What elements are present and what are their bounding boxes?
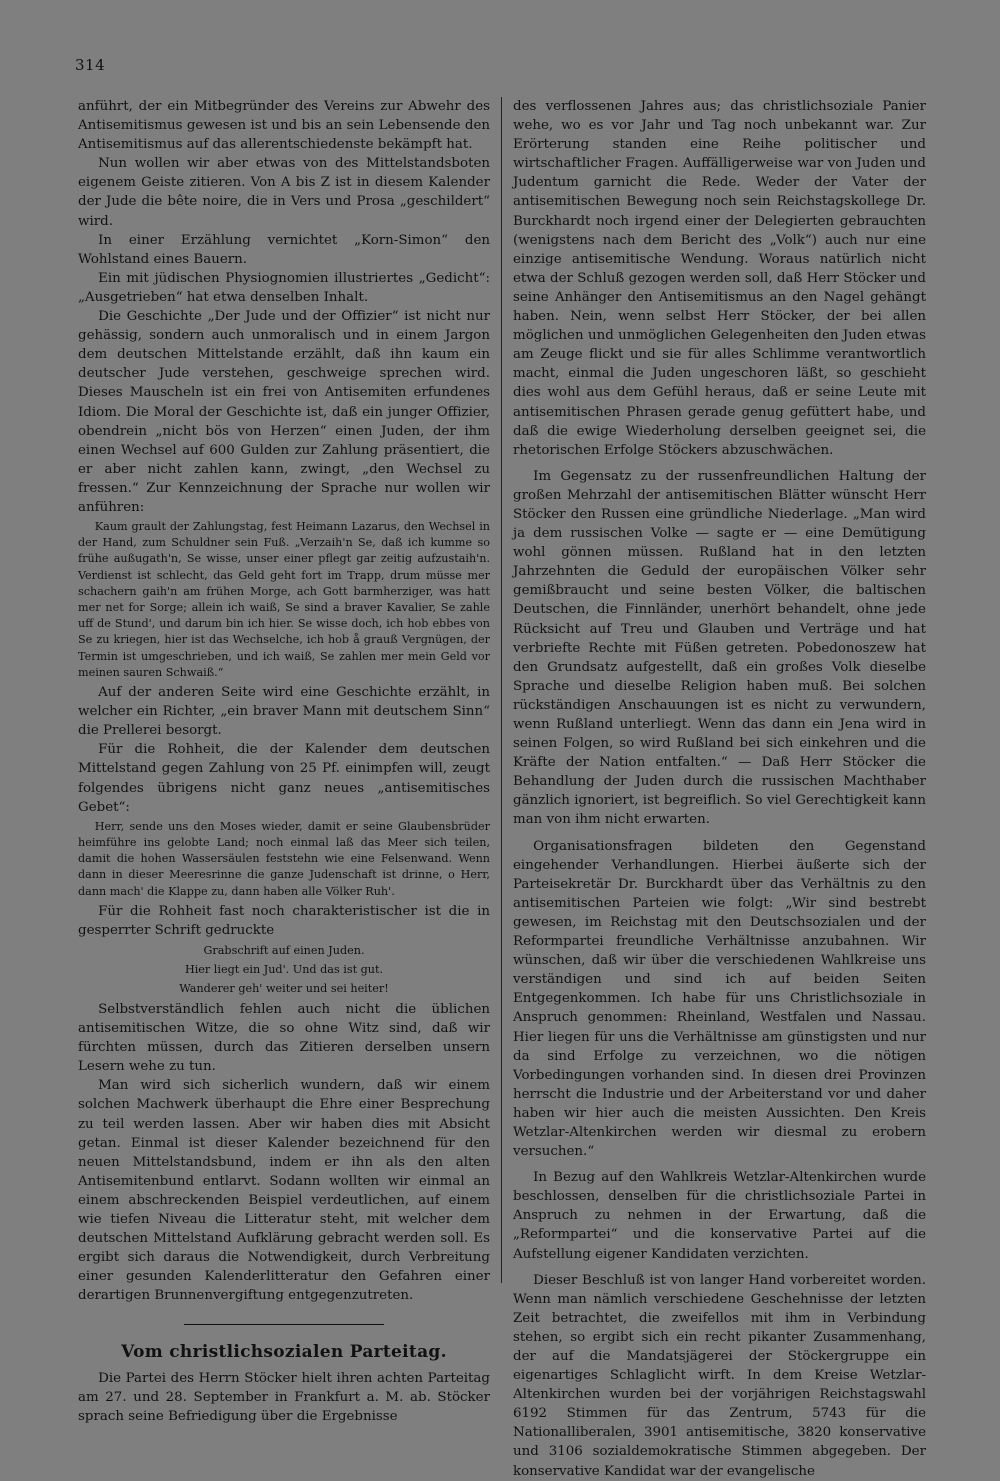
paragraph: Dieser Beschluß ist von langer Hand vorbereitet worden. Wenn man nämlich verschiedene Geschehnisse der letzten Zeit betrachtet, die zweifellos mit ihm in Verbindung stehen, so ergibt sich ein recht pikanter Zusammenhang, der auf die Mandatsjägerei der Stöckergruppe ein eigenartiges Schlaglicht wirft. In dem Kreise Wetzlar-Altenkirchen wurden bei der vorjährigen Reichstagswahl 6192 Stimmen für das Zentrum, 5743 für die Nationalliberalen, 3901 antisemitische, 3820 konservative und 3106 sozialdemokratische Stimmen abgegeben. Der konservative Kandidat war der evangelische bbox=[513, 1272, 926, 1479]
paragraph: In einer Erzählung vernichtet „Korn-Simon“ den Wohlstand eines Bauern. bbox=[78, 232, 490, 267]
paragraph: Für die Rohheit fast noch charakteristischer ist die in gesperrter Schrift gedruckte bbox=[78, 903, 490, 938]
right-column bbox=[513, 97, 926, 1481]
paragraph: In Bezug auf den Wahlkreis Wetzlar-Altenkirchen wurde beschlossen, denselben für die christlichsoziale Partei in Anspruch zu nehmen in der Erwartung, daß die „Reformpartei“ und die konservative Partei auf die Aufstellung eigener Kandidaten verzichten. bbox=[513, 1170, 926, 1262]
poem-line: Wanderer geh' weiter und sei heiter! bbox=[179, 981, 389, 995]
column-divider bbox=[501, 97, 502, 1283]
paragraph: Organisationsfragen bildeten den Gegenstand eingehender Verhandlungen. Hierbei äußerte sich der Parteisekretär Dr. Burckhardt über das Verhältnis zu den antisemitischen Parteien wie folgt: „Wir sind bestrebt gewesen, im Reichstag mit den Deutschsozialen und der Reformpartei freundliche Verhältnisse anzubahnen. Wir wünschen, daß wir über die verschiedenen Wahlkreise uns verständigen und sind ich auf beiden Seiten Entgegenkommen. Ich habe für uns Christlichsoziale in Anspruch genommen: Rheinland, Westfalen und Nassau. Hier liegen für uns die Verhältnisse am günstigsten und nur da sind Erfolge zu verzeichnen, wo die nötigen Vorbedingungen vorhanden sind. In diesen drei Provinzen herrscht die Industrie und der Arbeiterstand vor und daher haben wir hier auch die meisten Aussichten. Den Kreis Wetzlar-Altenkirchen werden wir diesmal zu erobern versuchen.“ bbox=[513, 838, 926, 1160]
paragraph: Nun wollen wir aber etwas von des Mittelstandsboten eigenem Geiste zitieren. Von A bis Z ist in diesem Kalender der Jude die bête noire, die in Vers und Prosa „geschildert“ wird. bbox=[78, 156, 490, 229]
paragraph: Im Gegensatz zu der russenfreundlichen Haltung der großen Mehrzahl der antisemitischen Blätter wünscht Herr Stöcker den Russen eine gründliche Niederlage. „Man wird ja dem russischen Volke — sagte er — eine Demütigung wohl gönnen müssen. Rußland hat in den letzten Jahrzehnten die Geduld der europäischen Völker sehr gemißbraucht und seine besten Völker, die baltischen Deutschen, die Finnländer, unerhört behandelt, ohne jede Rücksicht auf Treu und Glauben und Verträge und hat verbriefte Rechte mit Füßen getreten. Pobedonoszew hat den Grundsatz aufgestellt, daß ein großes Volk dieselbe Sprache und dieselbe Religion haben muß. Bei solchen rückständigen Anschauungen ist es nicht zu verwundern, wenn Rußland unterliegt. Wenn das dann ein Jena wird in seinen Folgen, so wird Rußland bei sich einkehren und die Kräfte der Nation entfalten.“ — Daß Herr Stöcker die Behandlung der Juden durch die russischen Machthaber gänzlich ignoriert, ist begreiflich. So viel Gerechtigkeit kann man von ihm nicht erwarten. bbox=[513, 468, 926, 828]
paragraph: Ein mit jüdischen Physiognomien illustriertes „Gedicht“: „Ausgetrieben“ hat etwa denselben Inhalt. bbox=[78, 270, 490, 305]
article-heading: Vom christlichsozialen Parteitag. bbox=[121, 1342, 447, 1363]
paragraph: Selbstverständlich fehlen auch nicht die üblichen antisemitischen Witze, die so ohne Witz sind, daß wir fürchten müssen, durch das Zitieren derselben unsern Lesern wehe zu tun. bbox=[78, 1001, 490, 1075]
page-number: 314 bbox=[75, 56, 106, 74]
poem-line: Grabschrift auf einen Juden. bbox=[203, 943, 365, 957]
paragraph: Für die Rohheit, die der Kalender dem deutschen Mittelstand gegen Zahlung von 25 Pf. einimpfen will, zeugt folgendes übrigens nicht ganz neues „antisemitisches Gebet“: bbox=[78, 742, 490, 815]
section-divider bbox=[184, 1324, 384, 1325]
paragraph: anführt, der ein Mitbegründer des Vereins zur Abwehr des Antisemitismus gewesen ist und bis an sein Lebensende den Antisemitismus auf das allerentschiedenste bekämpft hat. bbox=[78, 99, 490, 153]
left-column bbox=[78, 97, 490, 1426]
poem-line: Hier liegt ein Jud'. Und das ist gut. bbox=[184, 962, 384, 976]
paragraph-gap bbox=[513, 1161, 926, 1168]
paragraph: Die Geschichte „Der Jude und der Offizier“ ist nicht nur gehässig, sondern auch unmoralisch und in einem Jargon dem deutschen Mittelstande erzählt, daß ihn kaum ein deutscher Jude verstehen, geschweige sprechen wird. Dieses Mauscheln ist ein frei von Antisemiten erfundenes Idiom. Die Moral der Geschichte ist, daß ein junger Offizier, obendrein „nicht bös von Herzen“ einen Juden, der ihm einen Wechsel auf 600 Gulden zur Zahlung präsentiert, die er aber nicht zahlen kann, zwingt, „den Wechsel zu fressen.“ Zur Kennzeichnung der Sprache nur wollen wir anführen: bbox=[78, 309, 490, 515]
quoted-passage: Kaum grault der Zahlungstag, fest Heimann Lazarus, den Wechsel in der Hand, zum Schuldner sein Fuß. „Verzaih'n Se, daß ich kumme so frühe außugath'n, Se wisse, unser einer pflegt gar zeitig aufzustaih'n. Verdienst ist schlecht, das Geld geht fort im Trapp, drum müsse mer schachern gaih'n am frühen Morge, ach Gott barmherziger, was hatt mer net for Sorge; allein ich waiß, Se sind a braver Kavalier, Se zahle uff de Stund', und darum bin ich hier. Se wisse doch, ich hob ebbes von Se zu kriegen, hier ist das Wechselche, ich hob å grauß Vergnügen, der Termin ist umgeschrieben, und ich waiß, Se zahlen mer mein Geld vor meinen sauren Schwaiß.“ bbox=[78, 520, 490, 679]
quoted-passage: Herr, sende uns den Moses wieder, damit er seine Glaubensbrüder heimführe ins gelobte Land; noch einmal laß das Meer sich teilen, damit die hohen Wassersäulen feststehn wie eine Felsenwand. Wenn dann in dieser Meeresrinne die ganze Judenschaft ist drinne, o Herr, dann mach' die Klappe zu, dann haben alle Völker Ruh'. bbox=[78, 819, 490, 898]
paragraph: des verflossenen Jahres aus; das christlichsoziale Panier wehe, wo es vor Jahr und Tag noch unbekannt war. Zur Erörterung standen eine Reihe politischer und wirtschaftlicher Fragen. Auffälligerweise war von Juden und Judentum garnicht die Rede. Weder der Vater der antisemitischen Bewegung noch sein Reichstagskollege Dr. Burckhardt noch irgend einer der Delegierten gebrauchten (wenigstens nach dem Bericht des „Volk“) auch nur eine einzige antisemitische Wendung. Woraus natürlich nicht etwa der Schluß gezogen werden soll, daß Herr Stöcker und seine Anhänger den Antisemitismus an den Nagel gehängt haben. Nein, wenn selbst Herr Stöcker, der bei allen möglichen und unmöglichen Gelegenheiten den Juden etwas am Zeuge flickt und sie für alles Schlimme verantwortlich macht, einmal die Juden ungeschoren läßt, so geschieht dies wohl aus dem Gefühl heraus, daß er seine Leute mit antisemitischen Phrasen gerade genug gefüttert habe, und daß die ewige Wiederholung derselben geeignet sei, die rhetorischen Erfolge Stöckers abzuschwächen. bbox=[513, 99, 926, 458]
paragraph: Die Partei des Herrn Stöcker hielt ihren achten Parteitag am 27. und 28. September in Frankfurt a. M. ab. Stöcker sprach seine Befriedigung über die Ergebnisse bbox=[78, 1370, 490, 1424]
paragraph-gap bbox=[513, 460, 926, 467]
paragraph: Auf der anderen Seite wird eine Geschichte erzählt, in welcher ein Richter, „ein braver Mann mit deutschem Sinn“ die Prellerei besorgt. bbox=[78, 685, 490, 739]
paragraph-gap bbox=[513, 1264, 926, 1271]
paragraph: Man wird sich sicherlich wundern, daß wir einem solchen Machwerk überhaupt die Ehre einer Besprechung zu teil werden lassen. Aber wir haben dies mit Absicht getan. Einmal ist dieser Kalender bezeichnend für den neuen Mittelstandsbund, indem er ihn als den alten Antisemitenbund entlarvt. Sodann wollten wir einmal an einem abschreckenden Beispiel verdeutlichen, auf einem wie tiefen Niveau die Litteratur steht, mit welcher dem deutschen Mittelstand Aufklärung gebracht werden soll. Es ergibt sich daraus die Notwendigkeit, durch Verbreitung einer gesunden Kalenderlitteratur den Gefahren einer derartigen Brunnenvergiftung entgegenzutreten. bbox=[78, 1078, 490, 1304]
paragraph-gap bbox=[513, 830, 926, 837]
